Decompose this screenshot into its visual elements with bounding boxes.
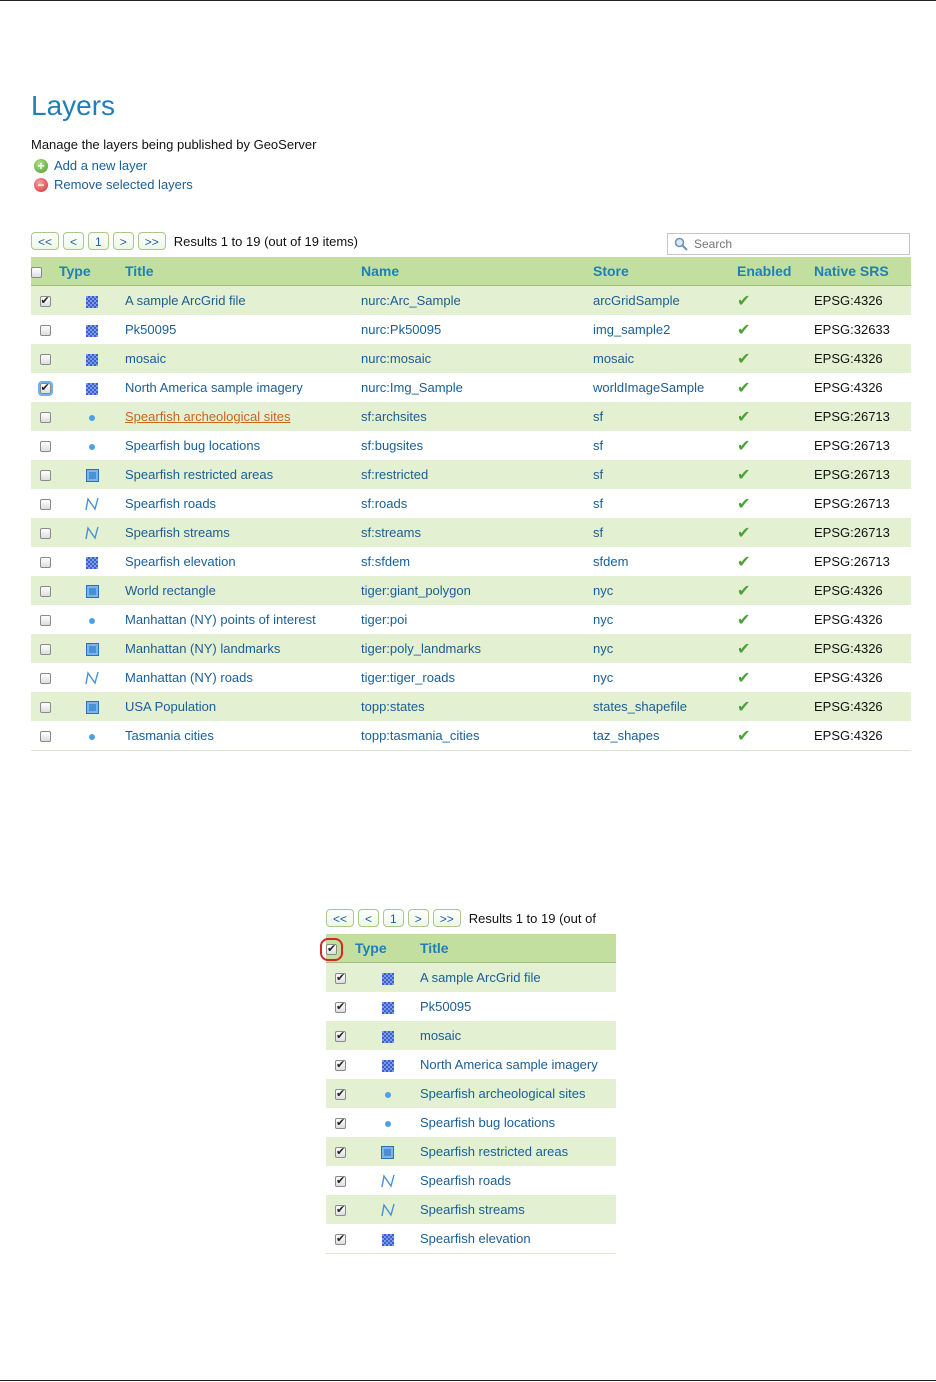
layer-title-link[interactable]: Spearfish archeological sites [125, 402, 361, 431]
native-srs-cell: EPSG:26713 [814, 489, 911, 518]
layer-name-link[interactable]: sf:sfdem [361, 547, 593, 576]
detail-layer-title-link[interactable]: Spearfish bug locations [420, 1108, 616, 1137]
polygon-type-icon [86, 701, 99, 714]
detail-layer-title-link[interactable]: Spearfish archeological sites [420, 1079, 616, 1108]
detail-table-row [326, 1224, 616, 1254]
row-select-cell [31, 373, 59, 402]
enabled-check-icon: ✔ [737, 494, 751, 513]
column-header-enabled[interactable]: Enabled [737, 257, 814, 286]
select-all-cell [31, 257, 59, 286]
row-checkbox[interactable] [40, 470, 51, 481]
table-row [31, 373, 911, 402]
store-link[interactable]: sf [593, 489, 737, 518]
point-type-icon [89, 618, 95, 624]
layer-title-link[interactable]: World rectangle [125, 576, 361, 605]
row-select-cell [31, 489, 59, 518]
add-icon: + [34, 159, 48, 173]
native-srs-cell: EPSG:4326 [814, 721, 911, 751]
layer-name-link[interactable]: tiger:poi [361, 605, 593, 634]
detail-row-select-cell [326, 1195, 355, 1224]
detail-type-cell [355, 1166, 420, 1195]
detail-type-cell [355, 992, 420, 1021]
store-link[interactable]: nyc [593, 634, 737, 663]
detail-last-page-button[interactable]: >> [433, 909, 461, 927]
table-row [31, 344, 911, 373]
row-select-cell [31, 576, 59, 605]
enabled-cell [737, 663, 814, 692]
enabled-cell [737, 402, 814, 431]
point-type-icon [385, 1121, 391, 1127]
detail-type-cell [355, 1050, 420, 1079]
detail-row-checkbox[interactable] [335, 1176, 346, 1187]
detail-row-checkbox[interactable] [335, 1060, 346, 1071]
table-header-row [31, 257, 911, 286]
layer-name-link[interactable]: nurc:mosaic [361, 344, 593, 373]
detail-layer-title-link[interactable]: Spearfish roads [420, 1166, 616, 1195]
detail-row-checkbox[interactable] [335, 1234, 346, 1245]
page-description: Manage the layers being published by GeoServer [31, 137, 317, 152]
detail-prev-page-button[interactable]: < [358, 909, 379, 927]
layer-title-link[interactable]: Pk50095 [125, 315, 361, 344]
detail-layer-title-link[interactable]: Spearfish elevation [420, 1224, 616, 1254]
remove-layers-link[interactable] [34, 177, 193, 192]
detail-row-checkbox[interactable] [335, 1118, 346, 1129]
detail-row-select-cell [326, 992, 355, 1021]
remove-icon: − [34, 178, 48, 192]
type-cell [59, 431, 125, 460]
polygon-type-icon [86, 643, 99, 656]
add-layer-label: Add a new layer [54, 158, 148, 173]
detail-row-select-cell [326, 1079, 355, 1108]
enabled-cell [737, 576, 814, 605]
polygon-type-icon [381, 1146, 394, 1159]
detail-table-row [326, 963, 616, 993]
detail-layers-table [326, 934, 616, 1254]
type-cell [59, 344, 125, 373]
detail-column-header-title[interactable]: Title [420, 934, 616, 963]
native-srs-cell: EPSG:26713 [814, 460, 911, 489]
layer-title-link[interactable]: Manhattan (NY) landmarks [125, 634, 361, 663]
select-all-checkbox[interactable] [31, 267, 42, 278]
raster-type-icon [382, 1060, 394, 1072]
detail-select-all-cell [326, 934, 355, 963]
detail-row-select-cell [326, 1224, 355, 1254]
page-1-button[interactable]: 1 [88, 232, 109, 250]
enabled-check-icon: ✔ [737, 407, 751, 426]
layer-title-link[interactable]: Spearfish bug locations [125, 431, 361, 460]
raster-type-icon [86, 383, 98, 395]
type-cell [59, 547, 125, 576]
row-checkbox[interactable] [40, 586, 51, 597]
row-checkbox[interactable] [40, 412, 51, 423]
native-srs-cell: EPSG:4326 [814, 663, 911, 692]
raster-type-icon [86, 557, 98, 569]
enabled-check-icon: ✔ [737, 378, 751, 397]
row-checkbox[interactable] [40, 354, 51, 365]
detail-table-row [326, 1166, 616, 1195]
add-layer-link[interactable] [34, 158, 147, 173]
enabled-cell [737, 344, 814, 373]
table-row [31, 547, 911, 576]
line-type-icon [84, 525, 100, 541]
enabled-check-icon: ✔ [737, 465, 751, 484]
table-row [31, 518, 911, 547]
point-type-icon [89, 734, 95, 740]
detail-next-page-button[interactable]: > [408, 909, 429, 927]
detail-row-checkbox[interactable] [335, 1002, 346, 1013]
detail-page-1-button[interactable]: 1 [383, 909, 404, 927]
store-link[interactable]: arcGridSample [593, 286, 737, 316]
line-type-icon [380, 1202, 396, 1218]
row-select-cell [31, 547, 59, 576]
search-input[interactable] [692, 236, 896, 252]
raster-type-icon [382, 973, 394, 985]
prev-page-button[interactable]: < [63, 232, 84, 250]
layer-name-link[interactable]: tiger:giant_polygon [361, 576, 593, 605]
line-type-icon [84, 670, 100, 686]
enabled-check-icon: ✔ [737, 320, 751, 339]
detail-pager [326, 909, 616, 927]
layer-name-link[interactable]: nurc:Img_Sample [361, 373, 593, 402]
row-checkbox[interactable] [40, 731, 51, 742]
layer-name-link[interactable]: sf:roads [361, 489, 593, 518]
page-title: Layers [31, 90, 116, 121]
table-row [31, 460, 911, 489]
row-checkbox[interactable] [40, 383, 51, 394]
detail-first-page-button[interactable]: << [326, 909, 354, 927]
enabled-check-icon: ✔ [737, 639, 751, 658]
type-cell [59, 518, 125, 547]
row-select-cell [31, 286, 59, 316]
detail-layer-title-link[interactable]: Spearfish streams [420, 1195, 616, 1224]
type-cell [59, 402, 125, 431]
detail-type-cell [355, 1079, 420, 1108]
enabled-cell [737, 286, 814, 316]
table-row [31, 605, 911, 634]
enabled-cell [737, 315, 814, 344]
detail-layer-title-link[interactable]: A sample ArcGrid file [420, 963, 616, 993]
last-page-button[interactable]: >> [138, 232, 166, 250]
detail-type-cell [355, 1195, 420, 1224]
detail-row-checkbox[interactable] [335, 1089, 346, 1100]
native-srs-cell: EPSG:26713 [814, 547, 911, 576]
layer-title-link[interactable]: Spearfish restricted areas [125, 460, 361, 489]
top-rule [0, 0, 936, 1]
row-checkbox[interactable] [40, 441, 51, 452]
detail-layer-title-link[interactable]: North America sample imagery [420, 1050, 616, 1079]
column-header-native-srs[interactable]: Native SRS [814, 257, 911, 286]
layer-name-link[interactable]: sf:archsites [361, 402, 593, 431]
detail-layer-title-link[interactable]: Spearfish restricted areas [420, 1137, 616, 1166]
point-type-icon [89, 444, 95, 450]
type-cell [59, 634, 125, 663]
detail-row-select-cell [326, 1108, 355, 1137]
pager [31, 232, 358, 250]
enabled-check-icon: ✔ [737, 349, 751, 368]
native-srs-cell: EPSG:26713 [814, 431, 911, 460]
row-select-cell [31, 344, 59, 373]
detail-layer-title-link[interactable]: Pk50095 [420, 992, 616, 1021]
store-link[interactable]: nyc [593, 663, 737, 692]
store-link[interactable]: worldImageSample [593, 373, 737, 402]
detail-row-checkbox[interactable] [335, 1205, 346, 1216]
layer-title-link[interactable]: Manhattan (NY) points of interest [125, 605, 361, 634]
table-row [31, 692, 911, 721]
native-srs-cell: EPSG:4326 [814, 344, 911, 373]
results-count: Results 1 to 19 (out of 19 items) [173, 233, 359, 249]
store-link[interactable]: states_shapefile [593, 692, 737, 721]
detail-row-select-cell [326, 1166, 355, 1195]
detail-type-cell [355, 963, 420, 993]
detail-table-row [326, 1021, 616, 1050]
layer-title-link[interactable]: Tasmania cities [125, 721, 361, 751]
native-srs-cell: EPSG:4326 [814, 576, 911, 605]
enabled-check-icon: ✔ [737, 523, 751, 542]
enabled-check-icon: ✔ [737, 697, 751, 716]
type-cell [59, 663, 125, 692]
row-select-cell [31, 605, 59, 634]
table-row [31, 576, 911, 605]
type-cell [59, 605, 125, 634]
native-srs-cell: EPSG:32633 [814, 315, 911, 344]
row-checkbox[interactable] [40, 296, 51, 307]
enabled-cell [737, 692, 814, 721]
type-cell [59, 373, 125, 402]
type-cell [59, 286, 125, 316]
detail-type-cell [355, 1224, 420, 1254]
type-cell [59, 315, 125, 344]
table-row [31, 402, 911, 431]
enabled-cell [737, 605, 814, 634]
bottom-rule [0, 1380, 936, 1381]
row-select-cell [31, 663, 59, 692]
raster-type-icon [382, 1234, 394, 1246]
store-link[interactable]: sfdem [593, 547, 737, 576]
row-checkbox[interactable] [40, 325, 51, 336]
detail-table-row [326, 1195, 616, 1224]
row-checkbox[interactable] [40, 702, 51, 713]
enabled-cell [737, 373, 814, 402]
row-select-cell [31, 692, 59, 721]
table-row [31, 663, 911, 692]
layer-name-link[interactable]: topp:tasmania_cities [361, 721, 593, 751]
enabled-cell [737, 518, 814, 547]
store-link[interactable]: nyc [593, 605, 737, 634]
detail-table-row [326, 1108, 616, 1137]
row-checkbox[interactable] [40, 528, 51, 539]
raster-type-icon [86, 296, 98, 308]
detail-header-row [326, 934, 616, 963]
column-header-store[interactable]: Store [593, 257, 737, 286]
column-header-name[interactable]: Name [361, 257, 593, 286]
row-checkbox[interactable] [40, 499, 51, 510]
native-srs-cell: EPSG:4326 [814, 286, 911, 316]
column-header-title[interactable]: Title [125, 257, 361, 286]
type-cell [59, 576, 125, 605]
detail-row-select-cell [326, 1137, 355, 1166]
enabled-cell [737, 721, 814, 751]
layer-title-link[interactable]: mosaic [125, 344, 361, 373]
detail-row-select-cell [326, 1050, 355, 1079]
raster-type-icon [86, 354, 98, 366]
enabled-check-icon: ✔ [737, 291, 751, 310]
row-select-cell [31, 634, 59, 663]
detail-column-header-type[interactable]: Type [355, 934, 420, 963]
native-srs-cell: EPSG:26713 [814, 402, 911, 431]
next-page-button[interactable]: > [113, 232, 134, 250]
detail-row-select-cell [326, 963, 355, 993]
row-select-cell [31, 402, 59, 431]
detail-row-checkbox[interactable] [335, 1031, 346, 1042]
enabled-check-icon: ✔ [737, 668, 751, 687]
detail-table-row [326, 1079, 616, 1108]
layer-name-link[interactable]: tiger:tiger_roads [361, 663, 593, 692]
enabled-check-icon: ✔ [737, 726, 751, 745]
native-srs-cell: EPSG:26713 [814, 518, 911, 547]
row-select-cell [31, 460, 59, 489]
table-row [31, 721, 911, 751]
detail-row-checkbox[interactable] [335, 973, 346, 984]
detail-row-checkbox[interactable] [335, 1147, 346, 1158]
enabled-check-icon: ✔ [737, 552, 751, 571]
layer-name-link[interactable]: sf:bugsites [361, 431, 593, 460]
detail-table-row [326, 992, 616, 1021]
detail-type-cell [355, 1108, 420, 1137]
native-srs-cell: EPSG:4326 [814, 373, 911, 402]
layer-title-link[interactable]: Manhattan (NY) roads [125, 663, 361, 692]
detail-type-cell [355, 1137, 420, 1166]
row-checkbox[interactable] [40, 644, 51, 655]
layer-title-link[interactable]: Spearfish elevation [125, 547, 361, 576]
enabled-check-icon: ✔ [737, 581, 751, 600]
point-type-icon [89, 415, 95, 421]
enabled-check-icon: ✔ [737, 436, 751, 455]
line-type-icon [380, 1173, 396, 1189]
layer-title-link[interactable]: A sample ArcGrid file [125, 286, 361, 316]
row-checkbox[interactable] [40, 557, 51, 568]
table-row [31, 634, 911, 663]
layer-name-link[interactable]: sf:restricted [361, 460, 593, 489]
row-select-cell [31, 431, 59, 460]
search-box[interactable] [667, 233, 910, 255]
layer-name-link[interactable]: nurc:Pk50095 [361, 315, 593, 344]
row-checkbox[interactable] [40, 615, 51, 626]
row-select-cell [31, 518, 59, 547]
row-select-cell [31, 315, 59, 344]
first-page-button[interactable]: << [31, 232, 59, 250]
raster-type-icon [86, 325, 98, 337]
native-srs-cell: EPSG:4326 [814, 605, 911, 634]
native-srs-cell: EPSG:4326 [814, 692, 911, 721]
detail-table-row [326, 1050, 616, 1079]
row-checkbox[interactable] [40, 673, 51, 684]
layer-title-link[interactable]: USA Population [125, 692, 361, 721]
raster-type-icon [382, 1002, 394, 1014]
column-header-type[interactable]: Type [59, 257, 125, 286]
store-link[interactable]: sf [593, 460, 737, 489]
layer-name-link[interactable]: topp:states [361, 692, 593, 721]
search-icon [674, 237, 688, 251]
layer-name-link[interactable]: tiger:poly_landmarks [361, 634, 593, 663]
layer-title-link[interactable]: North America sample imagery [125, 373, 361, 402]
enabled-check-icon: ✔ [737, 610, 751, 629]
layer-title-link[interactable]: Spearfish streams [125, 518, 361, 547]
store-link[interactable]: img_sample2 [593, 315, 737, 344]
enabled-cell [737, 431, 814, 460]
polygon-type-icon [86, 585, 99, 598]
layer-title-link[interactable]: Spearfish roads [125, 489, 361, 518]
table-row [31, 431, 911, 460]
type-cell [59, 460, 125, 489]
enabled-cell [737, 489, 814, 518]
enabled-cell [737, 460, 814, 489]
layer-name-link[interactable]: nurc:Arc_Sample [361, 286, 593, 316]
line-type-icon [84, 496, 100, 512]
type-cell [59, 721, 125, 751]
detail-type-cell [355, 1021, 420, 1050]
table-row [31, 315, 911, 344]
table-row [31, 489, 911, 518]
row-select-cell [31, 721, 59, 751]
enabled-cell [737, 547, 814, 576]
store-link[interactable]: sf [593, 431, 737, 460]
detail-results-count: Results 1 to 19 (out of [468, 910, 596, 926]
raster-type-icon [382, 1031, 394, 1043]
store-link[interactable]: sf [593, 402, 737, 431]
detail-row-select-cell [326, 1021, 355, 1050]
native-srs-cell: EPSG:4326 [814, 634, 911, 663]
detail-select-all-checkbox[interactable] [326, 944, 337, 955]
polygon-type-icon [86, 469, 99, 482]
detail-table-row [326, 1137, 616, 1166]
store-link[interactable]: nyc [593, 576, 737, 605]
store-link[interactable]: sf [593, 518, 737, 547]
type-cell [59, 692, 125, 721]
layers-table [31, 257, 911, 751]
enabled-cell [737, 634, 814, 663]
store-link[interactable]: mosaic [593, 344, 737, 373]
table-row [31, 286, 911, 316]
store-link[interactable]: taz_shapes [593, 721, 737, 751]
type-cell [59, 489, 125, 518]
layer-name-link[interactable]: sf:streams [361, 518, 593, 547]
point-type-icon [385, 1092, 391, 1098]
remove-layers-label: Remove selected layers [54, 177, 193, 192]
detail-layer-title-link[interactable]: mosaic [420, 1021, 616, 1050]
